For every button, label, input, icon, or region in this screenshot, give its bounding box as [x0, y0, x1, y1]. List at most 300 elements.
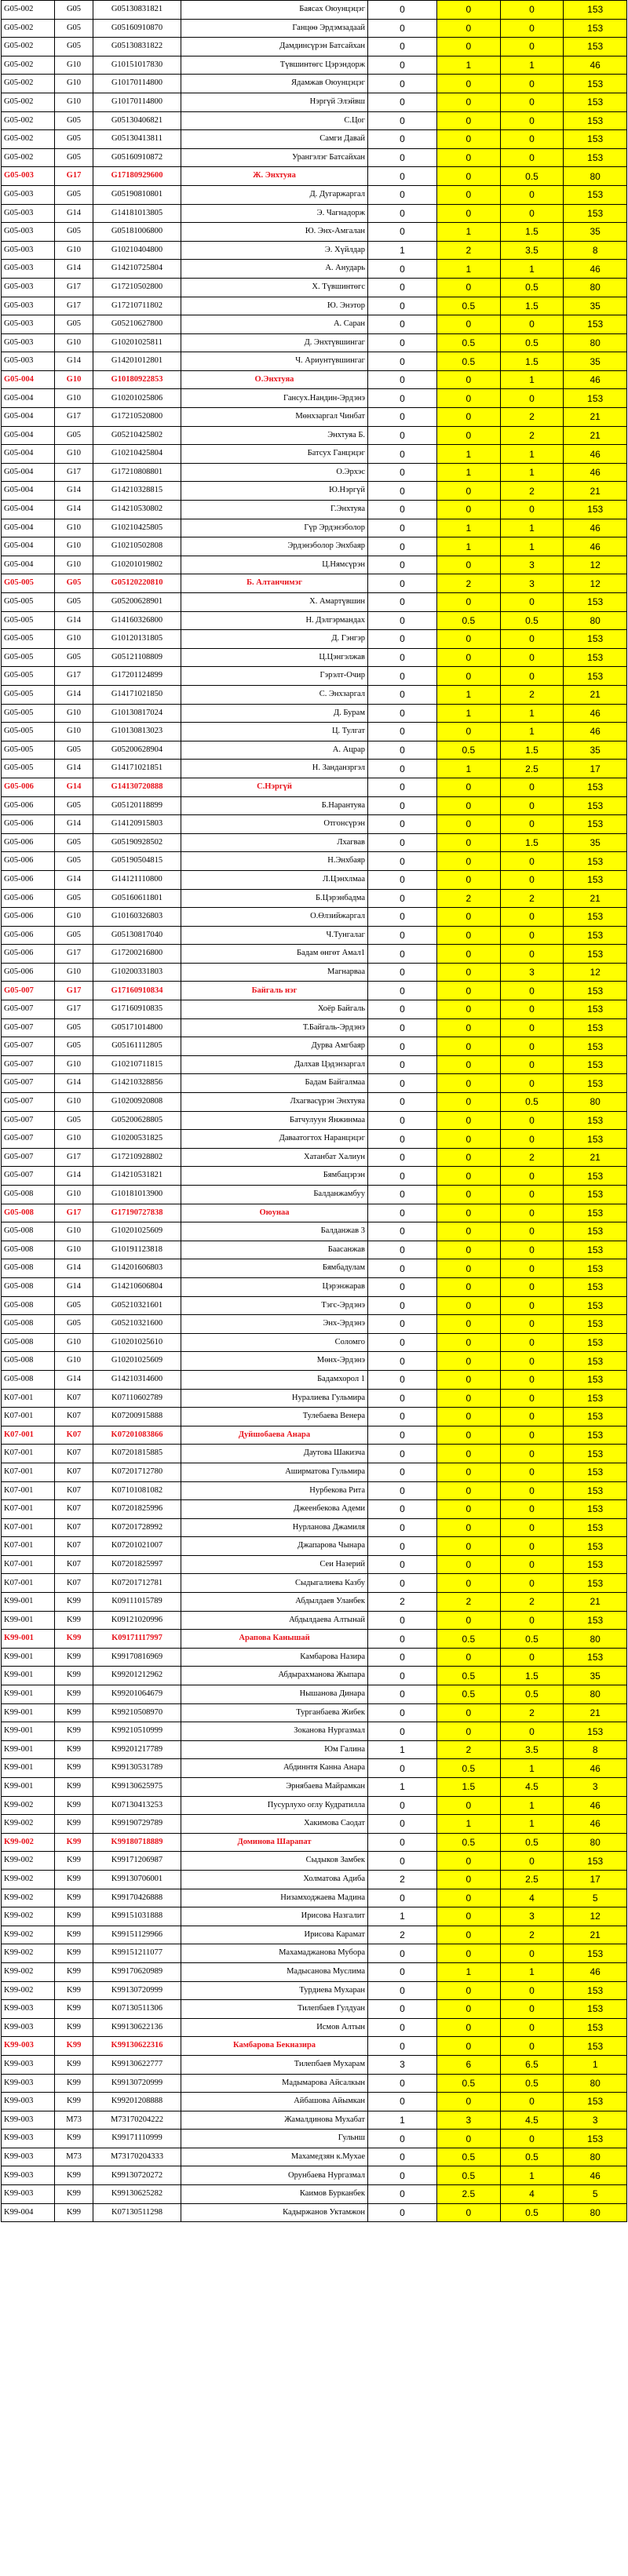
total-cell: 153	[564, 2018, 627, 2037]
v1-cell: 0	[368, 537, 437, 556]
v3-cell: 0	[500, 870, 564, 889]
class-cell: G05	[55, 38, 93, 56]
group-cell: G05-007	[2, 1167, 55, 1186]
v2-cell: 0	[437, 963, 501, 982]
table-row	[2, 501, 627, 519]
name-cell: Гэрэлт-Очир	[181, 667, 368, 686]
class-cell: G14	[55, 760, 93, 778]
v2-cell: 0	[437, 1796, 501, 1815]
v2-cell: 1	[437, 685, 501, 704]
class-cell: G14	[55, 1074, 93, 1093]
total-cell: 46	[564, 1759, 627, 1778]
total-cell: 8	[564, 1740, 627, 1759]
code-cell: G14210531821	[93, 1167, 181, 1186]
v3-cell: 0	[500, 1130, 564, 1149]
v2-cell: 0	[437, 2130, 501, 2148]
v1-cell: 1	[368, 1778, 437, 1797]
group-header-row	[2, 167, 627, 186]
code-cell: G14210530802	[93, 501, 181, 519]
table-row	[2, 1611, 627, 1630]
v1-cell: 0	[368, 982, 437, 1000]
v1-cell: 0	[368, 93, 437, 111]
table-row	[2, 93, 627, 111]
code-cell: G05160910870	[93, 19, 181, 38]
code-cell: G14171021851	[93, 760, 181, 778]
code-cell: G05161112805	[93, 1037, 181, 1056]
group-cell: G05-003	[2, 223, 55, 242]
v2-cell: 0	[437, 778, 501, 796]
name-cell: Абдылдаев Уланбек	[181, 1593, 368, 1612]
v2-cell: 0	[437, 1445, 501, 1463]
code-cell: G05190504815	[93, 852, 181, 871]
v2-cell: 0	[437, 1277, 501, 1296]
v1-cell: 0	[368, 1111, 437, 1130]
name-cell: Ирисова Карамат	[181, 1926, 368, 1944]
group-cell: G05-005	[2, 741, 55, 760]
total-cell: 153	[564, 389, 627, 408]
code-cell: G17190727838	[93, 1204, 181, 1222]
v3-cell: 0	[500, 630, 564, 649]
v3-cell: 0	[500, 1315, 564, 1334]
group-cell: K99-002	[2, 1944, 55, 1963]
class-cell: G17	[55, 1204, 93, 1222]
v3-cell: 0	[500, 1055, 564, 1074]
v3-cell: 1.5	[500, 223, 564, 242]
name-cell: Д. Энхтүвшингаг	[181, 333, 368, 352]
name-cell: Батсух Ганцэцэг	[181, 445, 368, 464]
v2-cell: 2	[437, 1740, 501, 1759]
v1-cell: 0	[368, 611, 437, 630]
class-cell: G10	[55, 75, 93, 93]
v1-cell: 0	[368, 1277, 437, 1296]
v2-cell: 0	[437, 1, 501, 20]
v2-cell: 0	[437, 1186, 501, 1204]
v3-cell: 6.5	[500, 2055, 564, 2074]
table-row	[2, 1685, 627, 1704]
v3-cell: 0.5	[500, 1833, 564, 1852]
v3-cell: 2	[500, 1926, 564, 1944]
group-header-row	[2, 778, 627, 796]
name-cell: Т.Байгаль-Эрдэнэ	[181, 1018, 368, 1037]
table-row	[2, 852, 627, 871]
class-cell: G14	[55, 870, 93, 889]
code-cell: K99201217789	[93, 1740, 181, 1759]
v2-cell: 6	[437, 2055, 501, 2074]
v1-cell: 0	[368, 297, 437, 315]
group-cell: K99-003	[2, 2185, 55, 2204]
name-cell: Арапова Канышай	[181, 1630, 368, 1649]
code-cell: G10201025811	[93, 333, 181, 352]
code-cell: K09171117997	[93, 1630, 181, 1649]
v2-cell: 0	[437, 1315, 501, 1334]
code-cell: K07201815885	[93, 1445, 181, 1463]
v3-cell: 0	[500, 93, 564, 111]
table-row	[2, 2111, 627, 2130]
v1-cell: 0	[368, 445, 437, 464]
total-cell: 46	[564, 1796, 627, 1815]
code-cell: G05190810801	[93, 185, 181, 204]
total-cell: 46	[564, 370, 627, 389]
table-row	[2, 204, 627, 223]
group-cell: G05-007	[2, 1074, 55, 1093]
total-cell: 46	[564, 704, 627, 723]
table-row	[2, 1222, 627, 1241]
class-cell: G05	[55, 926, 93, 945]
class-cell: G05	[55, 1315, 93, 1334]
v3-cell: 1	[500, 537, 564, 556]
table-row	[2, 519, 627, 537]
code-cell: G10130817024	[93, 704, 181, 723]
class-cell: G10	[55, 908, 93, 927]
name-cell: Исмов Алтын	[181, 2018, 368, 2037]
name-cell: Лхагвав	[181, 833, 368, 852]
name-cell: Юм Галина	[181, 1740, 368, 1759]
class-cell: G17	[55, 463, 93, 482]
name-cell: Хоёр Байгаль	[181, 1000, 368, 1019]
v3-cell: 1	[500, 2166, 564, 2185]
total-cell: 153	[564, 1333, 627, 1352]
v2-cell: 0	[437, 93, 501, 111]
class-cell: G17	[55, 667, 93, 686]
total-cell: 153	[564, 1426, 627, 1445]
v3-cell: 0	[500, 148, 564, 167]
v2-cell: 0.5	[437, 333, 501, 352]
v1-cell: 1	[368, 1740, 437, 1759]
name-cell: Л.Цэнхлмаа	[181, 870, 368, 889]
v3-cell: 0	[500, 1241, 564, 1259]
group-cell: G05-003	[2, 185, 55, 204]
v3-cell: 0	[500, 38, 564, 56]
table-row	[2, 537, 627, 556]
code-cell: G10201025610	[93, 1333, 181, 1352]
class-cell: G17	[55, 278, 93, 297]
v1-cell: 0	[368, 1481, 437, 1500]
class-cell: G17	[55, 297, 93, 315]
code-cell: G17180929600	[93, 167, 181, 186]
v1-cell: 1	[368, 1907, 437, 1926]
table-row	[2, 908, 627, 927]
table-row	[2, 556, 627, 574]
v3-cell: 0	[500, 908, 564, 927]
table-row	[2, 704, 627, 723]
v1-cell: 0	[368, 1333, 437, 1352]
class-cell: G17	[55, 1148, 93, 1167]
code-cell: K99201064679	[93, 1685, 181, 1704]
v3-cell: 1	[500, 1815, 564, 1834]
code-cell: G10201019802	[93, 556, 181, 574]
table-row	[2, 463, 627, 482]
group-cell: G05-002	[2, 56, 55, 75]
total-cell: 5	[564, 2185, 627, 2204]
group-cell: G05-004	[2, 537, 55, 556]
name-cell: Э. Хүйлдар	[181, 241, 368, 260]
total-cell: 21	[564, 408, 627, 427]
v3-cell: 0	[500, 185, 564, 204]
table-row	[2, 352, 627, 371]
group-cell: G05-004	[2, 463, 55, 482]
code-cell: G17210502800	[93, 278, 181, 297]
v2-cell: 0.5	[437, 2148, 501, 2166]
table-row	[2, 19, 627, 38]
group-cell: K99-002	[2, 1889, 55, 1907]
v2-cell: 0	[437, 1926, 501, 1944]
v3-cell: 0.5	[500, 1093, 564, 1112]
total-cell: 1	[564, 2055, 627, 2074]
total-cell: 46	[564, 445, 627, 464]
class-cell: K07	[55, 1500, 93, 1519]
group-cell: K99-003	[2, 2018, 55, 2037]
class-cell: G10	[55, 1352, 93, 1371]
v3-cell: 3	[500, 574, 564, 593]
v3-cell: 0	[500, 2000, 564, 2019]
total-cell: 153	[564, 1722, 627, 1741]
v2-cell: 0.5	[437, 611, 501, 630]
v1-cell: 0	[368, 1370, 437, 1389]
name-cell: Мөнх-Эрдэнэ	[181, 1352, 368, 1371]
v1-cell: 1	[368, 2111, 437, 2130]
group-cell: K99-002	[2, 1907, 55, 1926]
v2-cell: 0	[437, 1259, 501, 1278]
v1-cell: 0	[368, 2166, 437, 2185]
total-cell: 35	[564, 1667, 627, 1685]
v2-cell: 0.5	[437, 1630, 501, 1649]
name-cell: А. Саран	[181, 315, 368, 334]
v1-cell: 0	[368, 2185, 437, 2204]
code-cell: G10151017830	[93, 56, 181, 75]
v3-cell: 0.5	[500, 2148, 564, 2166]
code-cell: K07130511306	[93, 2000, 181, 2019]
name-cell: Тилепбаев Гулдуан	[181, 2000, 368, 2019]
v3-cell: 0.5	[500, 611, 564, 630]
v3-cell: 1	[500, 56, 564, 75]
v2-cell: 0	[437, 815, 501, 834]
total-cell: 80	[564, 167, 627, 186]
total-cell: 80	[564, 2148, 627, 2166]
name-cell: Низамходжаева Мадина	[181, 1889, 368, 1907]
table-row	[2, 1852, 627, 1871]
v1-cell: 0	[368, 1241, 437, 1259]
v2-cell: 0	[437, 167, 501, 186]
code-cell: G05120220810	[93, 574, 181, 593]
v3-cell: 2	[500, 1148, 564, 1167]
v3-cell: 0.5	[500, 333, 564, 352]
v2-cell: 0	[437, 1074, 501, 1093]
group-cell: K99-001	[2, 1685, 55, 1704]
v3-cell: 0	[500, 1426, 564, 1445]
class-cell: G10	[55, 1130, 93, 1149]
v2-cell: 1	[437, 463, 501, 482]
v3-cell: 1.5	[500, 352, 564, 371]
v2-cell: 0	[437, 204, 501, 223]
name-cell: Каимов Бурканбек	[181, 2185, 368, 2204]
class-cell: G05	[55, 648, 93, 667]
total-cell: 5	[564, 1889, 627, 1907]
v2-cell: 0.5	[437, 2074, 501, 2093]
table-row	[2, 1186, 627, 1204]
v3-cell: 0	[500, 1852, 564, 1871]
class-cell: G05	[55, 223, 93, 242]
class-cell: G14	[55, 1277, 93, 1296]
v3-cell: 0	[500, 926, 564, 945]
name-cell: Дуйшобаева Анара	[181, 1426, 368, 1445]
v2-cell: 0	[437, 1333, 501, 1352]
class-cell: G10	[55, 704, 93, 723]
v2-cell: 0	[437, 1408, 501, 1426]
group-cell: K99-002	[2, 1870, 55, 1889]
v2-cell: 0	[437, 833, 501, 852]
v3-cell: 4	[500, 1889, 564, 1907]
v3-cell: 1.5	[500, 741, 564, 760]
group-header-row	[2, 370, 627, 389]
total-cell: 153	[564, 1389, 627, 1408]
name-cell: Хакимова Саодат	[181, 1815, 368, 1834]
group-cell: G05-004	[2, 389, 55, 408]
total-cell: 46	[564, 537, 627, 556]
total-cell: 80	[564, 2203, 627, 2222]
v3-cell: 0	[500, 1259, 564, 1278]
name-cell: Аширматова Гульмира	[181, 1463, 368, 1481]
group-cell: G05-005	[2, 723, 55, 741]
code-cell: G14210314600	[93, 1370, 181, 1389]
v1-cell: 0	[368, 38, 437, 56]
name-cell: Ирисова Назгалит	[181, 1907, 368, 1926]
v2-cell: 0.5	[437, 1833, 501, 1852]
group-cell: K99-003	[2, 2148, 55, 2166]
group-cell: K07-001	[2, 1408, 55, 1426]
group-header-row	[2, 574, 627, 593]
v1-cell: 0	[368, 815, 437, 834]
name-cell: Ц. Тулгат	[181, 723, 368, 741]
v3-cell: 0	[500, 1352, 564, 1371]
code-cell: G05130831822	[93, 38, 181, 56]
v1-cell: 0	[368, 963, 437, 982]
code-cell: K07201825997	[93, 1555, 181, 1574]
name-cell: Байгаль нэг	[181, 982, 368, 1000]
group-cell: G05-004	[2, 482, 55, 501]
class-cell: G10	[55, 519, 93, 537]
v1-cell: 0	[368, 926, 437, 945]
total-cell: 21	[564, 1703, 627, 1722]
group-cell: G05-006	[2, 945, 55, 964]
name-cell: Джеенбекова Адеми	[181, 1500, 368, 1519]
class-cell: G14	[55, 1370, 93, 1389]
code-cell: G17210711802	[93, 297, 181, 315]
code-cell: G17201124899	[93, 667, 181, 686]
table-row	[2, 1296, 627, 1315]
total-cell: 153	[564, 1408, 627, 1426]
name-cell: Нышанова Динара	[181, 1685, 368, 1704]
total-cell: 153	[564, 908, 627, 927]
class-cell: K99	[55, 1685, 93, 1704]
class-cell: K99	[55, 2130, 93, 2148]
group-cell: G05-008	[2, 1296, 55, 1315]
class-cell: G10	[55, 1093, 93, 1112]
table-row	[2, 833, 627, 852]
total-cell: 153	[564, 93, 627, 111]
class-cell: G05	[55, 426, 93, 445]
group-cell: G05-007	[2, 1018, 55, 1037]
class-cell: K99	[55, 2185, 93, 2204]
group-cell: G05-003	[2, 241, 55, 260]
name-cell: Махамаджанова Мубора	[181, 1944, 368, 1963]
class-cell: G10	[55, 723, 93, 741]
code-cell: G10180922853	[93, 370, 181, 389]
table-row	[2, 1740, 627, 1759]
v1-cell: 0	[368, 2037, 437, 2056]
table-row	[2, 1759, 627, 1778]
v3-cell: 0	[500, 111, 564, 130]
class-cell: G05	[55, 130, 93, 149]
total-cell: 153	[564, 1259, 627, 1278]
class-cell: G17	[55, 982, 93, 1000]
v2-cell: 0	[437, 2018, 501, 2037]
v2-cell: 0	[437, 945, 501, 964]
v3-cell: 0	[500, 815, 564, 834]
code-cell: K07110602789	[93, 1389, 181, 1408]
table-row	[2, 1870, 627, 1889]
group-cell: G05-005	[2, 630, 55, 649]
total-cell: 17	[564, 760, 627, 778]
name-cell: Тилепбаев Мухарам	[181, 2055, 368, 2074]
name-cell: Н. Занданзргэл	[181, 760, 368, 778]
v2-cell: 0	[437, 648, 501, 667]
name-cell: Мөнхзаргал Чинбат	[181, 408, 368, 427]
name-cell: Гүр Эрдэнэболор	[181, 519, 368, 537]
v2-cell: 0	[437, 1537, 501, 1556]
group-cell: G05-005	[2, 648, 55, 667]
v1-cell: 0	[368, 1463, 437, 1481]
group-cell: K99-002	[2, 1852, 55, 1871]
class-cell: K99	[55, 2018, 93, 2037]
table-row	[2, 2148, 627, 2166]
total-cell: 153	[564, 593, 627, 612]
v3-cell: 0	[500, 2130, 564, 2148]
group-cell: K99-001	[2, 1593, 55, 1612]
v3-cell: 3	[500, 556, 564, 574]
table-row	[2, 1500, 627, 1519]
v2-cell: 0	[437, 1037, 501, 1056]
group-cell: G05-004	[2, 556, 55, 574]
group-cell: G05-008	[2, 1241, 55, 1259]
name-cell: О.Эрхэс	[181, 463, 368, 482]
class-cell: K99	[55, 1740, 93, 1759]
v1-cell: 0	[368, 1037, 437, 1056]
table-row	[2, 408, 627, 427]
class-cell: G05	[55, 1018, 93, 1037]
class-cell: G10	[55, 1333, 93, 1352]
code-cell: K99130625975	[93, 1778, 181, 1797]
v2-cell: 0	[437, 1463, 501, 1481]
total-cell: 153	[564, 667, 627, 686]
total-cell: 35	[564, 741, 627, 760]
table-row	[2, 1463, 627, 1481]
table-row	[2, 1167, 627, 1186]
v2-cell: 0.5	[437, 1759, 501, 1778]
total-cell: 153	[564, 1500, 627, 1519]
code-cell: K99130720999	[93, 1981, 181, 2000]
class-cell: K07	[55, 1408, 93, 1426]
v2-cell: 0	[437, 1352, 501, 1371]
v2-cell: 0	[437, 75, 501, 93]
table-row	[2, 611, 627, 630]
class-cell: K99	[55, 1889, 93, 1907]
v1-cell: 0	[368, 574, 437, 593]
name-cell: Магнарваа	[181, 963, 368, 982]
total-cell: 153	[564, 1241, 627, 1259]
v2-cell: 2	[437, 1593, 501, 1612]
name-cell: Гансух.Нандин-Эрдэнэ	[181, 389, 368, 408]
code-cell: G10201025609	[93, 1222, 181, 1241]
